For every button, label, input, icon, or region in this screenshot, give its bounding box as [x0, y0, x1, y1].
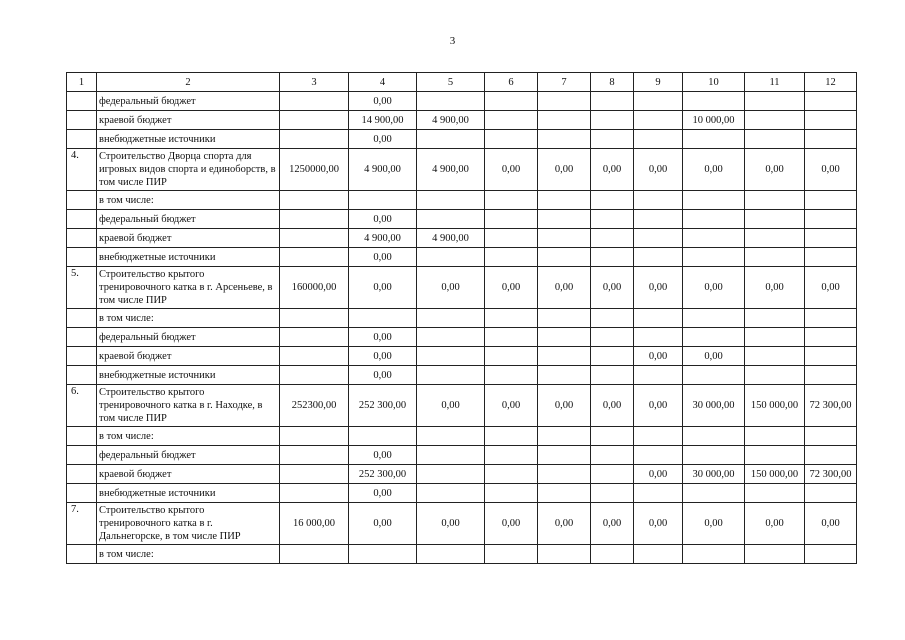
value-cell: [485, 347, 538, 366]
value-cell: [485, 484, 538, 503]
row-number: [67, 427, 97, 446]
column-header: 6: [485, 73, 538, 92]
row-label: федеральный бюджет: [97, 210, 280, 229]
value-cell: 0,00: [538, 267, 591, 309]
value-cell: [485, 309, 538, 328]
value-cell: [349, 309, 417, 328]
value-cell: [745, 446, 805, 465]
table-row: [67, 503, 857, 545]
value-cell: [280, 130, 349, 149]
value-cell: 4 900,00: [349, 229, 417, 248]
row-number: 7.: [67, 503, 97, 545]
value-cell: 0,00: [683, 347, 745, 366]
value-cell: 30 000,00: [683, 465, 745, 484]
value-cell: 0,00: [485, 149, 538, 191]
value-cell: [538, 92, 591, 111]
value-cell: [280, 427, 349, 446]
row-label: Строительство крытого тренировочного катка в г. Арсеньеве, в том числе ПИР: [97, 267, 280, 309]
row-label: Строительство Дворца спорта для игровых видов спорта и единоборств, в том числе ПИР: [97, 149, 280, 191]
value-cell: 4 900,00: [417, 149, 485, 191]
value-cell: 0,00: [349, 446, 417, 465]
value-cell: [683, 446, 745, 465]
value-cell: 0,00: [485, 503, 538, 545]
row-label: в том числе:: [97, 309, 280, 328]
table-row: [67, 267, 857, 309]
row-label: внебюджетные источники: [97, 130, 280, 149]
value-cell: [591, 309, 634, 328]
value-cell: [591, 545, 634, 564]
value-cell: 0,00: [349, 267, 417, 309]
value-cell: [485, 92, 538, 111]
value-cell: 0,00: [349, 503, 417, 545]
value-cell: [634, 427, 683, 446]
value-cell: [280, 366, 349, 385]
table-row: [67, 191, 857, 210]
column-header: 10: [683, 73, 745, 92]
value-cell: [417, 130, 485, 149]
row-number: [67, 130, 97, 149]
value-cell: 0,00: [591, 267, 634, 309]
value-cell: [634, 92, 683, 111]
value-cell: [634, 484, 683, 503]
value-cell: 72 300,00: [805, 465, 857, 484]
page-number: 3: [449, 35, 456, 47]
value-cell: [485, 366, 538, 385]
header-row: [67, 73, 857, 92]
value-cell: 0,00: [634, 465, 683, 484]
value-cell: [280, 446, 349, 465]
row-label: федеральный бюджет: [97, 446, 280, 465]
value-cell: 72 300,00: [805, 385, 857, 427]
value-cell: 0,00: [805, 149, 857, 191]
value-cell: [485, 427, 538, 446]
value-cell: [538, 446, 591, 465]
value-cell: 0,00: [349, 130, 417, 149]
row-label: Строительство крытого тренировочного катка в г. Находке, в том числе ПИР: [97, 385, 280, 427]
value-cell: [805, 248, 857, 267]
value-cell: [745, 309, 805, 328]
value-cell: [591, 484, 634, 503]
value-cell: [538, 427, 591, 446]
value-cell: [683, 191, 745, 210]
value-cell: 0,00: [349, 366, 417, 385]
row-label: краевой бюджет: [97, 347, 280, 366]
value-cell: [634, 229, 683, 248]
table-row: [67, 366, 857, 385]
value-cell: [417, 309, 485, 328]
value-cell: [805, 328, 857, 347]
value-cell: 0,00: [417, 267, 485, 309]
value-cell: 252 300,00: [349, 385, 417, 427]
row-number: [67, 111, 97, 130]
row-number: [67, 92, 97, 111]
row-label: федеральный бюджет: [97, 92, 280, 111]
value-cell: [683, 484, 745, 503]
value-cell: [591, 248, 634, 267]
row-number: [67, 366, 97, 385]
value-cell: 0,00: [349, 248, 417, 267]
row-number: [67, 484, 97, 503]
value-cell: [485, 130, 538, 149]
value-cell: [745, 229, 805, 248]
value-cell: [538, 191, 591, 210]
value-cell: [417, 366, 485, 385]
column-header: 2: [97, 73, 280, 92]
value-cell: [683, 229, 745, 248]
value-cell: 0,00: [538, 503, 591, 545]
value-cell: [280, 191, 349, 210]
column-header: 1: [67, 73, 97, 92]
value-cell: [538, 347, 591, 366]
value-cell: [805, 229, 857, 248]
value-cell: 0,00: [683, 503, 745, 545]
value-cell: 30 000,00: [683, 385, 745, 427]
value-cell: [280, 545, 349, 564]
value-cell: [349, 545, 417, 564]
table-row: [67, 385, 857, 427]
value-cell: [417, 191, 485, 210]
value-cell: 0,00: [538, 149, 591, 191]
row-label: Строительство крытого тренировочного катка в г. Дальнегорске, в том числе ПИР: [97, 503, 280, 545]
value-cell: 0,00: [349, 347, 417, 366]
value-cell: [280, 347, 349, 366]
value-cell: 0,00: [349, 328, 417, 347]
value-cell: [745, 210, 805, 229]
value-cell: [280, 328, 349, 347]
value-cell: [745, 111, 805, 130]
value-cell: 0,00: [591, 149, 634, 191]
value-cell: [805, 366, 857, 385]
value-cell: [591, 191, 634, 210]
row-number: [67, 229, 97, 248]
table-row: [67, 484, 857, 503]
value-cell: [538, 366, 591, 385]
value-cell: [538, 229, 591, 248]
value-cell: [538, 130, 591, 149]
value-cell: [805, 191, 857, 210]
column-header: 8: [591, 73, 634, 92]
table-row: [67, 130, 857, 149]
value-cell: 0,00: [349, 210, 417, 229]
value-cell: [349, 191, 417, 210]
value-cell: [417, 446, 485, 465]
row-number: [67, 446, 97, 465]
value-cell: [634, 545, 683, 564]
value-cell: 0,00: [745, 267, 805, 309]
value-cell: [683, 130, 745, 149]
table-row: [67, 545, 857, 564]
value-cell: [485, 328, 538, 347]
table-row: [67, 111, 857, 130]
value-cell: [591, 92, 634, 111]
value-cell: [591, 210, 634, 229]
value-cell: [683, 248, 745, 267]
value-cell: 4 900,00: [417, 229, 485, 248]
value-cell: [538, 248, 591, 267]
value-cell: [538, 545, 591, 564]
value-cell: [805, 347, 857, 366]
value-cell: [745, 92, 805, 111]
value-cell: 0,00: [745, 503, 805, 545]
value-cell: [485, 446, 538, 465]
value-cell: 0,00: [417, 503, 485, 545]
column-header: 3: [280, 73, 349, 92]
value-cell: [805, 427, 857, 446]
table-row: [67, 347, 857, 366]
table-row: [67, 92, 857, 111]
value-cell: [805, 111, 857, 130]
value-cell: 0,00: [349, 484, 417, 503]
value-cell: 0,00: [634, 503, 683, 545]
value-cell: 0,00: [805, 503, 857, 545]
value-cell: [538, 484, 591, 503]
value-cell: [683, 210, 745, 229]
value-cell: 1250000,00: [280, 149, 349, 191]
row-label: краевой бюджет: [97, 465, 280, 484]
value-cell: [805, 446, 857, 465]
value-cell: [538, 328, 591, 347]
value-cell: [634, 309, 683, 328]
value-cell: [745, 484, 805, 503]
value-cell: 0,00: [683, 149, 745, 191]
value-cell: 4 900,00: [349, 149, 417, 191]
column-header: 11: [745, 73, 805, 92]
value-cell: 0,00: [591, 503, 634, 545]
value-cell: [805, 545, 857, 564]
row-number: [67, 465, 97, 484]
value-cell: [683, 366, 745, 385]
value-cell: 160000,00: [280, 267, 349, 309]
value-cell: 0,00: [538, 385, 591, 427]
value-cell: [591, 347, 634, 366]
value-cell: 14 900,00: [349, 111, 417, 130]
value-cell: [538, 210, 591, 229]
row-label: внебюджетные источники: [97, 366, 280, 385]
table-row: [67, 465, 857, 484]
value-cell: [683, 92, 745, 111]
value-cell: [805, 92, 857, 111]
value-cell: [591, 111, 634, 130]
value-cell: 0,00: [634, 149, 683, 191]
value-cell: [805, 309, 857, 328]
row-number: 5.: [67, 267, 97, 309]
value-cell: [683, 309, 745, 328]
value-cell: 150 000,00: [745, 385, 805, 427]
value-cell: [634, 191, 683, 210]
value-cell: [485, 210, 538, 229]
row-number: [67, 545, 97, 564]
value-cell: 252300,00: [280, 385, 349, 427]
value-cell: [745, 130, 805, 149]
value-cell: 4 900,00: [417, 111, 485, 130]
row-label: краевой бюджет: [97, 111, 280, 130]
value-cell: 252 300,00: [349, 465, 417, 484]
value-cell: [745, 347, 805, 366]
value-cell: [634, 210, 683, 229]
column-header: 4: [349, 73, 417, 92]
value-cell: [417, 210, 485, 229]
value-cell: [745, 366, 805, 385]
value-cell: 10 000,00: [683, 111, 745, 130]
value-cell: [683, 427, 745, 446]
row-number: [67, 210, 97, 229]
row-label: внебюджетные источники: [97, 248, 280, 267]
row-label: в том числе:: [97, 427, 280, 446]
table-row: [67, 446, 857, 465]
table-row: [67, 149, 857, 191]
row-label: федеральный бюджет: [97, 328, 280, 347]
value-cell: [538, 465, 591, 484]
table-row: [67, 427, 857, 446]
value-cell: [417, 484, 485, 503]
value-cell: [745, 191, 805, 210]
value-cell: [485, 111, 538, 130]
column-header: 7: [538, 73, 591, 92]
row-number: 4.: [67, 149, 97, 191]
value-cell: 0,00: [591, 385, 634, 427]
value-cell: [634, 248, 683, 267]
value-cell: [591, 229, 634, 248]
value-cell: 0,00: [634, 347, 683, 366]
value-cell: [280, 92, 349, 111]
value-cell: [417, 248, 485, 267]
value-cell: 150 000,00: [745, 465, 805, 484]
row-number: [67, 347, 97, 366]
table-row: [67, 229, 857, 248]
column-header: 12: [805, 73, 857, 92]
value-cell: [417, 92, 485, 111]
value-cell: [683, 328, 745, 347]
row-number: [67, 328, 97, 347]
value-cell: [280, 484, 349, 503]
value-cell: [280, 309, 349, 328]
value-cell: [634, 366, 683, 385]
value-cell: [485, 545, 538, 564]
value-cell: [634, 111, 683, 130]
value-cell: [280, 210, 349, 229]
value-cell: [745, 427, 805, 446]
budget-table: [66, 72, 857, 564]
value-cell: [805, 210, 857, 229]
value-cell: 0,00: [417, 385, 485, 427]
row-number: [67, 248, 97, 267]
table-row: [67, 248, 857, 267]
value-cell: [538, 309, 591, 328]
value-cell: [417, 465, 485, 484]
value-cell: [349, 427, 417, 446]
value-cell: [485, 248, 538, 267]
value-cell: [417, 328, 485, 347]
value-cell: 0,00: [485, 385, 538, 427]
value-cell: [280, 248, 349, 267]
value-cell: [485, 229, 538, 248]
value-cell: [417, 427, 485, 446]
table-row: [67, 328, 857, 347]
row-label: в том числе:: [97, 545, 280, 564]
value-cell: [591, 465, 634, 484]
column-header: 9: [634, 73, 683, 92]
value-cell: 0,00: [683, 267, 745, 309]
value-cell: [591, 446, 634, 465]
value-cell: [280, 111, 349, 130]
value-cell: [280, 465, 349, 484]
value-cell: 0,00: [349, 92, 417, 111]
value-cell: [805, 484, 857, 503]
table-row: [67, 309, 857, 328]
value-cell: [745, 328, 805, 347]
row-number: 6.: [67, 385, 97, 427]
value-cell: 0,00: [745, 149, 805, 191]
value-cell: [805, 130, 857, 149]
row-label: внебюджетные источники: [97, 484, 280, 503]
value-cell: 0,00: [634, 385, 683, 427]
value-cell: [591, 130, 634, 149]
row-number: [67, 191, 97, 210]
row-label: краевой бюджет: [97, 229, 280, 248]
value-cell: [538, 111, 591, 130]
value-cell: 0,00: [485, 267, 538, 309]
value-cell: [591, 366, 634, 385]
value-cell: [280, 229, 349, 248]
column-header: 5: [417, 73, 485, 92]
value-cell: 16 000,00: [280, 503, 349, 545]
value-cell: [417, 347, 485, 366]
value-cell: [634, 446, 683, 465]
table-row: [67, 210, 857, 229]
value-cell: 0,00: [805, 267, 857, 309]
value-cell: [485, 191, 538, 210]
value-cell: [591, 427, 634, 446]
value-cell: [591, 328, 634, 347]
value-cell: 0,00: [634, 267, 683, 309]
value-cell: [745, 545, 805, 564]
value-cell: [634, 328, 683, 347]
row-number: [67, 309, 97, 328]
value-cell: [417, 545, 485, 564]
row-label: в том числе:: [97, 191, 280, 210]
value-cell: [485, 465, 538, 484]
value-cell: [683, 545, 745, 564]
value-cell: [634, 130, 683, 149]
value-cell: [745, 248, 805, 267]
